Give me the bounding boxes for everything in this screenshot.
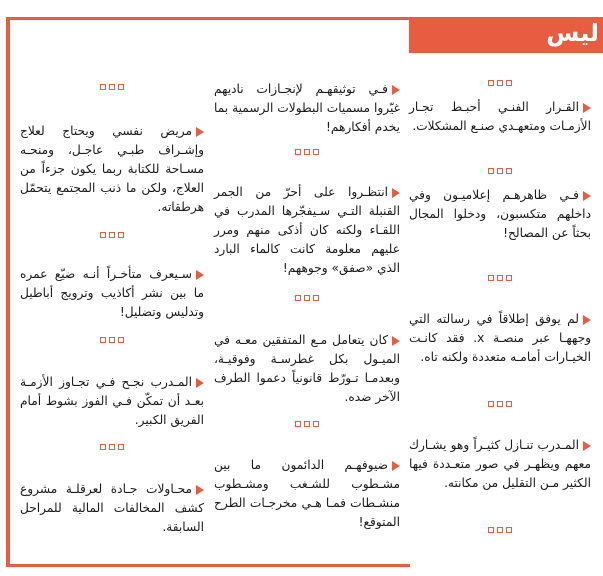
list-item [20,480,204,537]
triangle-bullet-icon [392,85,400,95]
triangle-bullet-icon [392,336,400,346]
list-item [20,265,204,322]
header-title: ليس [546,19,599,47]
item-text: المـدرب نجـح فـي تجـاوز الأزمـة بعـد أن تمكّن فـي الفوز بشوط أمام الفريق الكبير. [20,375,204,427]
list-item [409,98,591,136]
list-item [214,183,400,278]
list-item [214,80,400,137]
header-band [409,17,603,53]
separator [409,275,591,283]
triangle-bullet-icon [583,103,591,113]
separator [409,527,591,535]
triangle-bullet-icon [196,378,204,388]
triangle-bullet-icon [196,127,204,137]
separator [20,337,204,345]
list-item [20,373,204,430]
item-text: لم يوفق إطلاقاً في رسالته التي وجههـا عبر منصـة x. فقد كانـت الخيـارات أمامـه متعددة ولكنه تاه. [409,312,591,364]
item-text: فـي توثيقهـم لإنجـازات ناديهم غيّروا مسميات البطولات الرسمية بما يخدم أفكارهم! [214,82,400,134]
triangle-bullet-icon [196,485,204,495]
item-text: كان يتعامل مـع المتفقين معـه في الميـول بكل غطرسـة وفوقيـة، وبعدمـا تـورّط قانونياً دعموا الطرف الآخر ضده. [214,333,400,404]
separator [20,84,204,92]
item-text: انتظـروا على أحرّ من الجمر القنبلة التـي سـيفجّرها المدرب في اللقـاء ولكنه كان أذكى منهم ومرر عليهم معلومة كانت كالماء البارد الذي «صفق» وجوههم! [214,185,400,275]
item-text: فـي ظاهرهـم إعلاميـون وفي داخلهم متكسبون، ودخلوا المجال بحثاً عن المصالح! [409,188,591,240]
item-text: القـرار الفنـي أحبـط تجـار الأزمـات ومتعهـدي صنـع المشكلات. [409,100,591,133]
separator [20,444,204,452]
item-text: محـاولات جـادة لعرقلـة مشروع كشف المخالفات المالية للمراحل السابقة. [20,482,204,534]
triangle-bullet-icon [196,270,204,280]
item-text: مريض نفسي ويحتاج لعلاج وإشـراف طبـي عاجـل، ومنحـه مسـاحة للكتابة ربما يكون جزءاً من العلاج، ولكن ما ذنب المجتمع يتحمّل هرطقاته. [20,124,204,214]
separator [409,401,591,409]
separator [409,168,591,176]
list-item [214,331,400,407]
triangle-bullet-icon [583,191,591,201]
separator [214,421,400,429]
item-text: ضيوفهـم الدائمون ما بين مشـطوب للشـغب ومشـطوب منشـطات فمـا هـي مخرجـات الطرح المتوقع! [214,458,400,529]
list-item [20,122,204,217]
list-item [409,186,591,243]
triangle-bullet-icon [583,441,591,451]
list-item [214,456,400,532]
list-item [409,436,591,493]
separator [409,80,591,88]
list-item [409,310,591,367]
item-text: المـدرب تنـازل كثيـراً وهو يشـارك معهم ويظهـر في صور متعـددة فيها الكثير مـن التقليل من مكانته. [409,438,591,490]
separator [20,232,204,240]
triangle-bullet-icon [392,188,400,198]
separator [214,295,400,303]
item-text: سـيعرف متأخـراً أنـه ضيّع عمره ما بين نشر أكاذيب وترويج أباطيل وتدليس وتضليل! [20,267,204,319]
triangle-bullet-icon [583,315,591,325]
separator [214,149,400,157]
triangle-bullet-icon [392,461,400,471]
